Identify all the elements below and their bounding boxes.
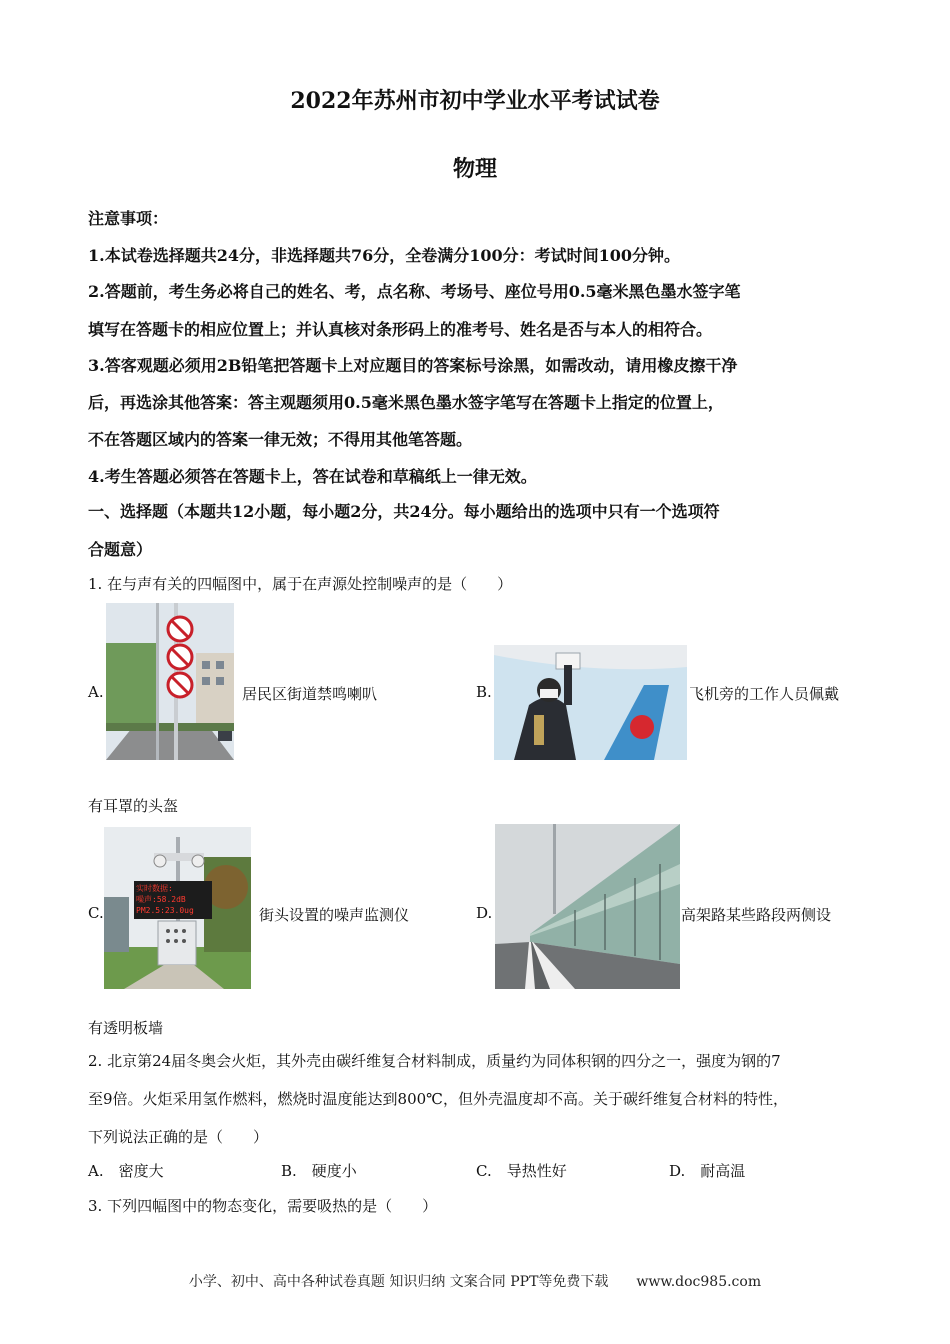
notes-heading: 注意事项： bbox=[88, 209, 169, 228]
question-3-stem: 3. 下列四幅图中的物态变化，需要吸热的是（ ） bbox=[88, 1197, 438, 1215]
option-d-text: 高架路某些路段两侧设 bbox=[681, 906, 832, 924]
option-d-label: D. bbox=[476, 904, 493, 922]
note-line-4: 3.答客观题必须用2B铅笔把答题卡上对应题目的答案标号涂黑，如需改动，请用橡皮擦干净 bbox=[88, 356, 738, 375]
note-line-5: 后，再选涂其他答案：答主观题须用0.5毫米黑色墨水签字笔写在答题卡上指定的位置上， bbox=[88, 393, 724, 412]
monitor-readout-line-2: 噪声:58.2dB bbox=[136, 895, 186, 904]
option-c-photo-noise-monitor bbox=[104, 827, 251, 989]
option-d-photo-sound-barrier bbox=[495, 824, 680, 989]
option-c-text: 街头设置的噪声监测仪 bbox=[259, 906, 410, 924]
note-line-3: 填写在答题卡的相应位置上；并认真核对条形码上的准考号、姓名是否与本人的相符合。 bbox=[88, 320, 713, 339]
note-line-7: 4.考生答题必须答在答题卡上，答在试卷和草稿纸上一律无效。 bbox=[88, 467, 537, 486]
question-1-stem: 1. 在与声有关的四幅图中，属于在声源处控制噪声的是（ ） bbox=[88, 575, 513, 593]
option-b-text: 飞机旁的工作人员佩戴 bbox=[689, 685, 840, 703]
question-2-option-c: C. 导热性好 bbox=[476, 1162, 567, 1180]
question-2-line-2: 至9倍。火炬采用氢作燃料，燃烧时温度能达到800℃，但外壳温度却不高。关于碳纤维复合材料的特性， bbox=[88, 1090, 788, 1108]
option-b-photo-airport-worker bbox=[494, 645, 687, 760]
option-d-text-cont: 有透明板墙 bbox=[88, 1019, 164, 1037]
question-2-line-1: 2. 北京第24届冬奥会火炬，其外壳由碳纤维复合材料制成，质量约为同体积钢的四分之一，强度为钢的7 bbox=[88, 1052, 781, 1070]
exam-title: 2022年苏州市初中学业水平考试试卷 bbox=[290, 88, 660, 114]
option-b-label: B. bbox=[476, 683, 492, 701]
section-heading-line-1: 一、选择题（本题共12小题，每小题2分，共24分。每小题给出的选项中只有一个选项符 bbox=[88, 502, 720, 521]
note-line-2: 2.答题前，考生务必将自己的姓名、考，点名称、考场号、座位号用0.5毫米黑色墨水签字笔 bbox=[88, 282, 741, 301]
subject-title: 物理 bbox=[452, 156, 497, 182]
monitor-readout-line-3: PM2.5:23.0ug bbox=[136, 906, 194, 915]
monitor-readout-line-1: 实时数据: bbox=[136, 884, 173, 893]
page-footer: 小学、初中、高中各种试卷真题 知识归纳 文案合同 PPT等免费下载 www.doc985.com bbox=[188, 1274, 762, 1290]
option-b-text-cont: 有耳罩的头盔 bbox=[88, 797, 179, 815]
section-heading-line-2: 合题意） bbox=[88, 540, 153, 559]
note-line-1: 1.本试卷选择题共24分，非选择题共76分，全卷满分100分：考试时间100分钟。 bbox=[88, 246, 681, 265]
option-c-label: C. bbox=[88, 904, 104, 922]
question-2-option-b: B. 硬度小 bbox=[281, 1162, 357, 1180]
option-a-label: A. bbox=[88, 683, 104, 701]
question-2-line-3: 下列说法正确的是（ ） bbox=[88, 1128, 269, 1146]
note-line-6: 不在答题区域内的答案一律无效；不得用其他笔答题。 bbox=[88, 430, 473, 449]
option-a-text: 居民区街道禁鸣喇叭 bbox=[242, 685, 378, 703]
option-a-photo-street-sign bbox=[106, 603, 234, 760]
question-2-option-d: D. 耐高温 bbox=[669, 1162, 746, 1180]
question-2-option-a: A. 密度大 bbox=[88, 1162, 164, 1180]
